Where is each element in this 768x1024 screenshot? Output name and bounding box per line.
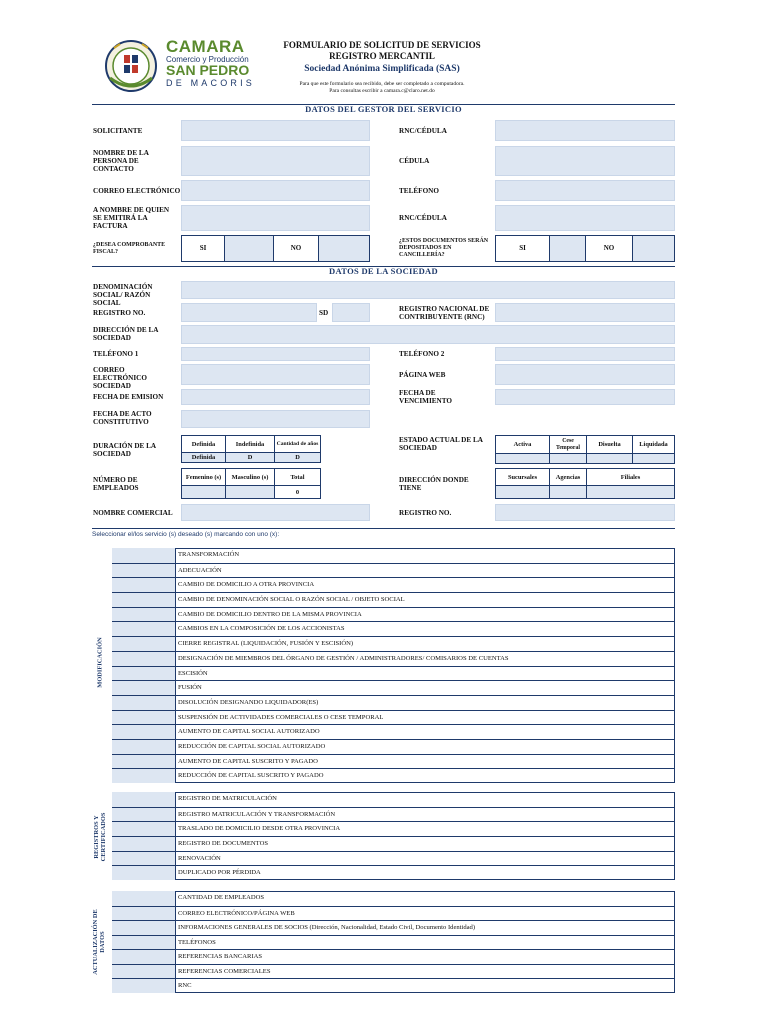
duracion-value-indefinida[interactable]: D	[225, 452, 275, 463]
dir-header-agencias: Agencias	[549, 468, 587, 486]
duracion-header-indefinida: Indefinida	[225, 435, 275, 453]
service-label: AUMENTO DE CAPITAL SUSCRITO Y PAGADO	[178, 757, 318, 765]
telefono2-input[interactable]	[495, 347, 675, 361]
cancilleria-no-checkbox[interactable]	[632, 235, 675, 262]
service-row	[112, 978, 675, 993]
form-subtitle-sas: Sociedad Anónima Simplificada (SAS)	[304, 64, 460, 74]
empleados-header-masculino: Masculino (s)	[225, 468, 275, 486]
label-rnc-cedula: RNC/CÉDULA	[399, 127, 447, 135]
service-label: REGISTRO DE DOCUMENTOS	[178, 840, 268, 847]
estado-header-liquidada: Liquidada	[632, 435, 675, 454]
service-checkbox[interactable]	[112, 593, 176, 607]
form-subtitle-registro: REGISTRO MERCANTIL	[329, 51, 435, 61]
logo-san-pedro: SAN PEDRO	[166, 62, 250, 78]
service-checkbox[interactable]	[112, 891, 176, 906]
service-row	[112, 920, 675, 935]
actualizacion-label-line1: ACTUALIZACIÓN DE	[92, 909, 99, 975]
service-row	[112, 651, 675, 666]
section-rule-services	[92, 528, 675, 529]
service-label: SUSPENSIÓN DE ACTIVIDADES COMERCIALES O CESE TEMPORAL	[178, 713, 384, 721]
service-checkbox[interactable]	[112, 564, 176, 578]
service-checkbox[interactable]	[112, 852, 176, 866]
logo-macoris: DE MACORIS	[166, 78, 256, 88]
dir-header-sucursales: Sucursales	[495, 468, 550, 486]
label-cancilleria: ¿ESTOS DOCUMENTOS SERÁN DEPOSITADOS EN CANCILLERÍA?	[399, 238, 489, 258]
service-row	[112, 964, 675, 979]
service-checkbox[interactable]	[112, 622, 176, 636]
label-fecha-vencimiento: FECHA DE VENCIMIENTO	[399, 389, 452, 405]
service-row	[112, 739, 675, 754]
registros-list	[112, 792, 675, 880]
fecha-vencimiento-input[interactable]	[495, 389, 675, 405]
estado-header-activa: Activa	[495, 435, 550, 454]
service-row	[112, 724, 675, 739]
service-row	[112, 836, 675, 851]
service-label: REDUCCIÓN DE CAPITAL SUSCRITO Y PAGADO	[178, 772, 324, 780]
empleados-femenino-input[interactable]	[181, 485, 226, 499]
service-checkbox[interactable]	[112, 608, 176, 622]
factura-input[interactable]	[181, 205, 370, 231]
registros-label-line2: CERTIFICADOS	[100, 812, 107, 862]
rnc-cedula-2-input[interactable]	[495, 205, 675, 231]
telefono-input[interactable]	[495, 180, 675, 201]
label-correo-sociedad: CORREO ELECTRÓNICO SOCIEDAD	[93, 366, 147, 390]
logo-comercio: Comercio y Producción	[166, 55, 249, 64]
services-instruction: Seleccionar el/los servicio (s) deseado (s) marcando con uno (x):	[92, 531, 280, 538]
label-empleados: NÚMERO DE EMPLEADOS	[93, 476, 139, 492]
service-row	[112, 754, 675, 769]
label-comprobante: ¿DESEA COMPROBANTE FISCAL?	[93, 242, 166, 255]
label-factura: A NOMBRE DE QUIEN SE EMITIRÁ LA FACTURA	[93, 206, 170, 230]
service-label: ADECUACIÓN	[178, 566, 222, 574]
cancilleria-si-checkbox[interactable]	[549, 235, 586, 262]
service-checkbox[interactable]	[112, 637, 176, 651]
service-label: CAMBIO DE DENOMINACIÓN SOCIAL O RAZÓN SOCIAL / OBJETO SOCIAL	[178, 596, 405, 604]
service-row	[112, 935, 675, 950]
service-row	[112, 592, 675, 607]
label-cedula: CÉDULA	[399, 157, 430, 165]
label-fecha-emision: FECHA DE EMISION	[93, 393, 164, 401]
actualizacion-label-line2: DATOS	[99, 931, 106, 953]
fecha-emision-input[interactable]	[181, 389, 370, 405]
duracion-value-anos[interactable]: D	[274, 452, 321, 463]
duracion-header-anos: Cantidad de años	[274, 435, 321, 453]
dir-filiales-input[interactable]	[586, 485, 675, 499]
denominacion-input[interactable]	[181, 281, 675, 299]
service-label: AUMENTO DE CAPITAL SOCIAL AUTORIZADO	[178, 728, 320, 736]
label-nombre-comercial: NOMBRE COMERCIAL	[93, 509, 173, 517]
duracion-value-definida[interactable]: Definida	[181, 452, 226, 463]
registro-sd: SD	[319, 309, 329, 317]
service-checkbox[interactable]	[112, 711, 176, 725]
service-checkbox[interactable]	[112, 979, 176, 993]
empleados-total-value: 0	[274, 485, 321, 499]
service-row	[112, 666, 675, 681]
service-row	[112, 710, 675, 725]
estado-header-disuelta: Disuelta	[586, 435, 633, 454]
modificacion-list	[112, 548, 675, 783]
service-label: TRANSFORMACIÓN	[178, 551, 240, 558]
service-label: CORREO ELECTRÓNICO/PÁGINA WEB	[178, 909, 295, 917]
service-row	[112, 607, 675, 622]
service-label: CAMBIO DE DOMICILIO A OTRA PROVINCIA	[178, 581, 315, 589]
service-checkbox[interactable]	[112, 950, 176, 964]
label-telefono: TELÉFONO	[399, 187, 439, 195]
fecha-acto-input[interactable]	[181, 410, 370, 428]
correo-sociedad-input[interactable]	[181, 364, 370, 385]
label-registro-no: REGISTRO NO.	[93, 309, 146, 317]
estado-header-cese: Cese Temporal	[549, 435, 587, 454]
section-title-gestor: DATOS DEL GESTOR DEL SERVICIO	[305, 104, 462, 114]
label-estado: ESTADO ACTUAL DE LA SOCIEDAD	[399, 436, 483, 452]
service-checkbox[interactable]	[112, 792, 176, 807]
actualizacion-label	[92, 897, 106, 987]
service-label: CANTIDAD DE EMPLEADOS	[178, 894, 265, 901]
service-checkbox[interactable]	[112, 725, 176, 739]
service-row	[112, 695, 675, 710]
chamber-seal-logo	[102, 38, 160, 94]
estado-disuelta-checkbox[interactable]	[586, 453, 633, 464]
service-label: RNC	[178, 982, 192, 990]
label-telefono2: TELÉFONO 2	[399, 350, 445, 358]
estado-activa-checkbox[interactable]	[495, 453, 550, 464]
section-title-sociedad: DATOS DE LA SOCIEDAD	[329, 266, 438, 276]
label-rnc-cedula-2: RNC/CÉDULA	[399, 214, 447, 222]
label-direccion: DIRECCIÓN DE LA SOCIEDAD	[93, 326, 159, 342]
service-label: DUPLICADO POR PÉRDIDA	[178, 869, 261, 877]
telefono1-input[interactable]	[181, 347, 370, 361]
label-direccion-tiene: DIRECCIÓN DONDE TIENE	[399, 476, 469, 492]
service-row	[112, 577, 675, 592]
service-checkbox[interactable]	[112, 921, 176, 935]
service-row	[112, 636, 675, 651]
service-checkbox[interactable]	[112, 652, 176, 666]
cancilleria-no-label: NO	[585, 235, 633, 262]
nombre-comercial-input[interactable]	[181, 504, 370, 521]
service-label: TRASLADO DE DOMICILIO DESDE OTRA PROVINCIA	[178, 825, 341, 833]
service-checkbox[interactable]	[112, 822, 176, 836]
service-row	[112, 621, 675, 636]
service-checkbox[interactable]	[112, 681, 176, 695]
service-checkbox[interactable]	[112, 696, 176, 710]
form-title: FORMULARIO DE SOLICITUD DE SERVICIOS	[283, 40, 481, 50]
service-checkbox[interactable]	[112, 866, 176, 880]
correo-input[interactable]	[181, 180, 370, 201]
rnc-cedula-input[interactable]	[495, 120, 675, 141]
label-fecha-acto: FECHA DE ACTO CONSTITUTIVO	[93, 410, 152, 426]
service-checkbox[interactable]	[112, 965, 176, 979]
service-checkbox[interactable]	[112, 936, 176, 950]
service-row	[112, 949, 675, 964]
service-checkbox[interactable]	[112, 769, 176, 783]
service-label: CIERRE REGISTRAL (LIQUIDACIÓN, FUSIÓN Y ESCISIÓN)	[178, 640, 354, 648]
pagina-web-input[interactable]	[495, 364, 675, 385]
comprobante-si-checkbox[interactable]	[224, 235, 274, 262]
service-row	[112, 807, 675, 822]
form-instructions	[262, 81, 502, 94]
service-label: REGISTRO DE MATRICULACIÓN	[178, 795, 277, 802]
comprobante-no-checkbox[interactable]	[318, 235, 370, 262]
label-duracion: DURACIÓN DE LA SOCIEDAD	[93, 442, 156, 458]
service-label: DESIGNACIÓN DE MIEMBROS DEL ÓRGANO DE GESTIÓN / ADMINISTRADORES/ COMISARIOS DE CUENTAS	[178, 654, 509, 662]
service-checkbox[interactable]	[112, 808, 176, 822]
empleados-header-femenino: Femenino (s)	[181, 468, 226, 486]
service-checkbox[interactable]	[112, 907, 176, 921]
actualizacion-list	[112, 891, 675, 993]
cancilleria-si-label: SI	[495, 235, 550, 262]
registro-no-input[interactable]	[181, 303, 317, 322]
label-correo: CORREO ELECTRÓNICO	[93, 187, 181, 195]
label-pagina-web: PÁGINA WEB	[399, 371, 446, 379]
service-label: REDUCCIÓN DE CAPITAL SOCIAL AUTORIZADO	[178, 742, 326, 750]
service-row	[112, 563, 675, 578]
contacto-input[interactable]	[181, 146, 370, 176]
dir-sucursales-input[interactable]	[495, 485, 550, 499]
service-label: DISOLUCIÓN DESIGNANDO LIQUIDADOR(ES)	[178, 698, 319, 706]
service-label: FUSIÓN	[178, 684, 202, 692]
dir-header-filiales: Filiales	[586, 468, 675, 486]
service-checkbox[interactable]	[112, 667, 176, 681]
label-denominacion: DENOMINACIÓN SOCIAL/ RAZÓN SOCIAL	[93, 283, 153, 307]
service-label: INFORMACIONES GENERALES DE SOCIOS (Dirección, Nacionalidad, Estado Civil, Documento Identidad)	[178, 924, 476, 932]
empleados-header-total: Total	[274, 468, 321, 486]
logo-camara: CAMARA	[166, 37, 245, 56]
service-label: REFERENCIAS COMERCIALES	[178, 967, 271, 975]
service-row	[112, 821, 675, 836]
label-registro-no-2: REGISTRO NO.	[399, 509, 452, 517]
cedula-input[interactable]	[495, 146, 675, 176]
label-rnc-nacional: REGISTRO NACIONAL DE CONTRIBUYENTE (RNC)	[399, 305, 490, 321]
service-checkbox[interactable]	[112, 740, 176, 754]
estado-liquidada-checkbox[interactable]	[632, 453, 675, 464]
registros-label-line1: REGISTROS Y	[93, 815, 100, 859]
service-row	[112, 906, 675, 921]
rnc-nacional-input[interactable]	[495, 303, 675, 322]
service-checkbox[interactable]	[112, 837, 176, 851]
service-label: CAMBIO DE DOMICILIO DENTRO DE LA MISMA PROVINCIA	[178, 610, 362, 618]
service-label: REFERENCIAS BANCARIAS	[178, 953, 263, 961]
service-checkbox[interactable]	[112, 578, 176, 592]
instruction-line-1: Para que este formulario sea recibido, debe ser completado a computadora.	[299, 81, 465, 87]
label-contacto: NOMBRE DE LA PERSONA DE CONTACTO	[93, 149, 149, 173]
service-row	[112, 851, 675, 866]
service-label: RENOVACIÓN	[178, 854, 221, 862]
direccion-input[interactable]	[181, 325, 675, 344]
service-label: CAMBIOS EN LA COMPOSICIÓN DE LOS ACCIONISTAS	[178, 625, 345, 633]
service-row	[112, 792, 675, 807]
registros-label	[93, 797, 107, 877]
service-label: ESCISIÓN	[178, 669, 208, 677]
dir-agencias-input[interactable]	[549, 485, 587, 499]
registro-sd-input[interactable]	[332, 303, 370, 322]
registro-no-2-input[interactable]	[495, 504, 675, 521]
service-label: REGISTRO MATRICULACIÓN Y TRANSFORMACIÓN	[178, 810, 336, 818]
service-checkbox[interactable]	[112, 755, 176, 769]
service-row	[112, 548, 675, 563]
comprobante-si-label: SI	[181, 235, 225, 262]
modificacion-label: MODIFICACIÓN	[96, 637, 104, 688]
estado-cese-checkbox[interactable]	[549, 453, 587, 464]
service-label: TELÉFONOS	[178, 938, 216, 946]
label-solicitante: SOLICITANTE	[93, 127, 143, 135]
comprobante-no-label: NO	[273, 235, 319, 262]
service-checkbox[interactable]	[112, 548, 176, 563]
service-row	[112, 865, 675, 880]
duracion-header-definida: Definida	[181, 435, 226, 453]
instruction-line-2: Para consultas escribir a camara.c@claro.net.do	[329, 87, 435, 94]
service-row	[112, 680, 675, 695]
solicitante-input[interactable]	[181, 120, 370, 141]
service-row	[112, 891, 675, 906]
label-telefono1: TELÉFONO 1	[93, 350, 139, 358]
empleados-masculino-input[interactable]	[225, 485, 275, 499]
service-row	[112, 768, 675, 783]
